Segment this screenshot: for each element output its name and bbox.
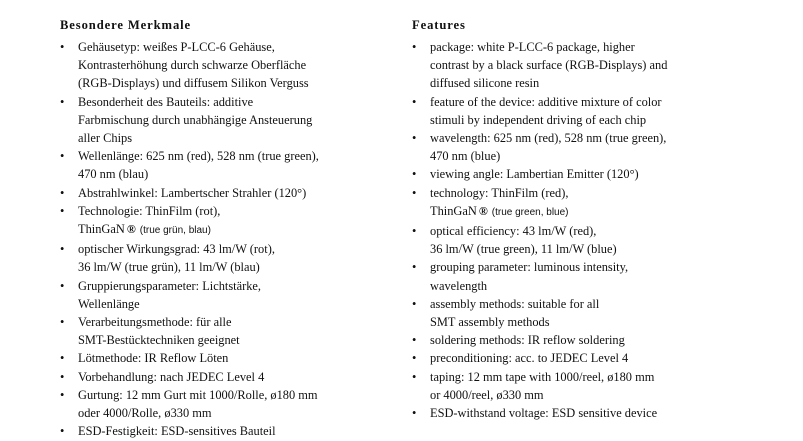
bullet-icon: • — [60, 424, 65, 439]
feature-text-line: technology: ThinFilm (red), — [430, 185, 569, 200]
feature-text-line: Kontrasterhöhung durch schwarze Oberfläche — [78, 58, 307, 73]
bullet-icon: • — [412, 351, 417, 366]
feature-item — [60, 349, 390, 367]
feature-text-line: ESD-Festigkeit: ESD-sensitives Bauteil — [78, 424, 276, 439]
feature-item — [60, 184, 390, 202]
feature-item — [412, 349, 742, 367]
english-heading: Features — [412, 18, 466, 32]
feature-item — [412, 368, 742, 404]
feature-text-line: grouping parameter: luminous intensity, — [430, 260, 629, 275]
feature-text-line: Vorbehandlung: nach JEDEC Level 4 — [78, 369, 265, 384]
feature-text-line: 470 nm (blau) — [78, 167, 149, 182]
feature-item — [412, 295, 742, 331]
feature-text-line: viewing angle: Lambertian Emitter (120°) — [430, 167, 639, 182]
feature-item — [412, 331, 742, 349]
feature-text-line: wavelength: 625 nm (red), 528 nm (true green), — [430, 131, 667, 146]
feature-text-line: Gehäusetyp: weißes P-LCC-6 Gehäuse, — [78, 40, 275, 54]
feature-item — [412, 165, 742, 183]
feature-text-line: Verarbeitungsmethode: für alle — [78, 315, 232, 330]
feature-text-line: package: white P-LCC-6 package, higher — [430, 40, 635, 54]
feature-text-line: optical efficiency: 43 lm/W (red), — [430, 224, 597, 239]
thingan-colors-note: (true grün, blau) — [139, 225, 211, 237]
feature-text-line: preconditioning: acc. to JEDEC Level 4 — [430, 351, 629, 366]
bullet-icon: • — [412, 131, 417, 146]
german-heading: Besondere Merkmale — [60, 18, 192, 32]
bullet-icon: • — [412, 296, 417, 311]
feature-text-line: ESD-withstand voltage: ESD sensitive device — [430, 406, 658, 421]
feature-item — [412, 258, 742, 294]
feature-item — [412, 93, 742, 129]
bullet-icon: • — [412, 40, 417, 54]
registered-mark: ® — [126, 222, 136, 237]
bullet-icon: • — [60, 369, 65, 384]
feature-text-line: or 4000/reel, ø330 mm — [430, 387, 544, 402]
feature-item — [60, 277, 390, 313]
bullet-icon: • — [60, 185, 65, 200]
feature-text-line: Besonderheit des Bauteils: additive — [78, 94, 254, 109]
german-feature-list — [60, 38, 390, 440]
feature-text-line: assembly methods: suitable for all — [430, 296, 600, 311]
feature-item — [60, 240, 390, 276]
feature-item — [412, 184, 742, 222]
thingan-line — [430, 202, 742, 222]
feature-item — [412, 404, 742, 422]
feature-item — [412, 222, 742, 258]
feature-text-line: diffused silicone resin — [430, 76, 540, 91]
feature-item — [60, 202, 390, 240]
feature-item — [60, 368, 390, 386]
feature-item — [60, 38, 390, 93]
feature-text-line: oder 4000/Rolle, ø330 mm — [78, 406, 212, 421]
thingan-label: ThinGaN — [78, 222, 125, 237]
german-features-column — [60, 16, 390, 440]
feature-text-line: aller Chips — [78, 131, 133, 146]
bullet-icon: • — [60, 149, 65, 164]
bullet-icon: • — [412, 260, 417, 275]
feature-text-line: Gruppierungsparameter: Lichtstärke, — [78, 278, 262, 293]
feature-item — [60, 422, 390, 440]
english-features-column — [412, 16, 742, 422]
feature-text-line: contrast by a black surface (RGB-Displays) and — [430, 58, 668, 73]
bullet-icon: • — [60, 203, 65, 218]
feature-item — [60, 93, 390, 148]
bullet-icon: • — [412, 167, 417, 182]
feature-text-line: wavelength — [430, 278, 488, 293]
feature-text-line: taping: 12 mm tape with 1000/reel, ø180 mm — [430, 369, 655, 384]
feature-text-line: Wellenlänge — [78, 296, 140, 311]
bullet-icon: • — [412, 224, 417, 239]
english-feature-list — [412, 38, 742, 422]
feature-text-line: 36 lm/W (true green), 11 lm/W (blue) — [430, 242, 617, 257]
bullet-icon: • — [412, 185, 417, 200]
thingan-colors-note: (true green, blue) — [491, 206, 569, 218]
registered-mark: ® — [478, 203, 488, 218]
feature-text-line: SMT assembly methods — [430, 315, 550, 330]
thingan-label: ThinGaN — [430, 203, 477, 218]
bullet-icon: • — [412, 369, 417, 384]
feature-item — [60, 386, 390, 422]
bullet-icon: • — [412, 333, 417, 348]
bullet-icon: • — [60, 315, 65, 330]
feature-text-line: Lötmethode: IR Reflow Löten — [78, 351, 229, 366]
feature-text-line: feature of the device: additive mixture of color — [430, 94, 662, 109]
bullet-icon: • — [60, 242, 65, 257]
feature-item — [60, 313, 390, 349]
feature-item — [60, 147, 390, 183]
feature-text-line: soldering methods: IR reflow soldering — [430, 333, 625, 348]
feature-text-line: Technologie: ThinFilm (rot), — [78, 203, 221, 218]
bullet-icon: • — [60, 40, 65, 54]
feature-item — [412, 38, 742, 93]
feature-text-line: 36 lm/W (true grün), 11 lm/W (blau) — [78, 260, 260, 275]
feature-text-line: Wellenlänge: 625 nm (red), 528 nm (true green), — [78, 149, 319, 164]
feature-text-line: SMT-Bestücktechniken geeignet — [78, 333, 240, 348]
thingan-line — [78, 220, 390, 240]
feature-text-line: Gurtung: 12 mm Gurt mit 1000/Rolle, ø180 mm — [78, 387, 318, 402]
bullet-icon: • — [60, 278, 65, 293]
feature-text-line: Farbmischung durch unabhängige Ansteuerung — [78, 112, 313, 127]
feature-text-line: (RGB-Displays) und diffusem Silikon Verguss — [78, 76, 309, 91]
bullet-icon: • — [60, 94, 65, 109]
bullet-icon: • — [412, 94, 417, 109]
bullet-icon: • — [60, 351, 65, 366]
bullet-icon: • — [412, 406, 417, 421]
feature-text-line: stimuli by independent driving of each chip — [430, 112, 647, 127]
bullet-icon: • — [60, 387, 65, 402]
feature-text-line: 470 nm (blue) — [430, 149, 501, 164]
feature-text-line: Abstrahlwinkel: Lambertscher Strahler (120°) — [78, 185, 307, 200]
feature-item — [412, 129, 742, 165]
feature-text-line: optischer Wirkungsgrad: 43 lm/W (rot), — [78, 242, 275, 257]
